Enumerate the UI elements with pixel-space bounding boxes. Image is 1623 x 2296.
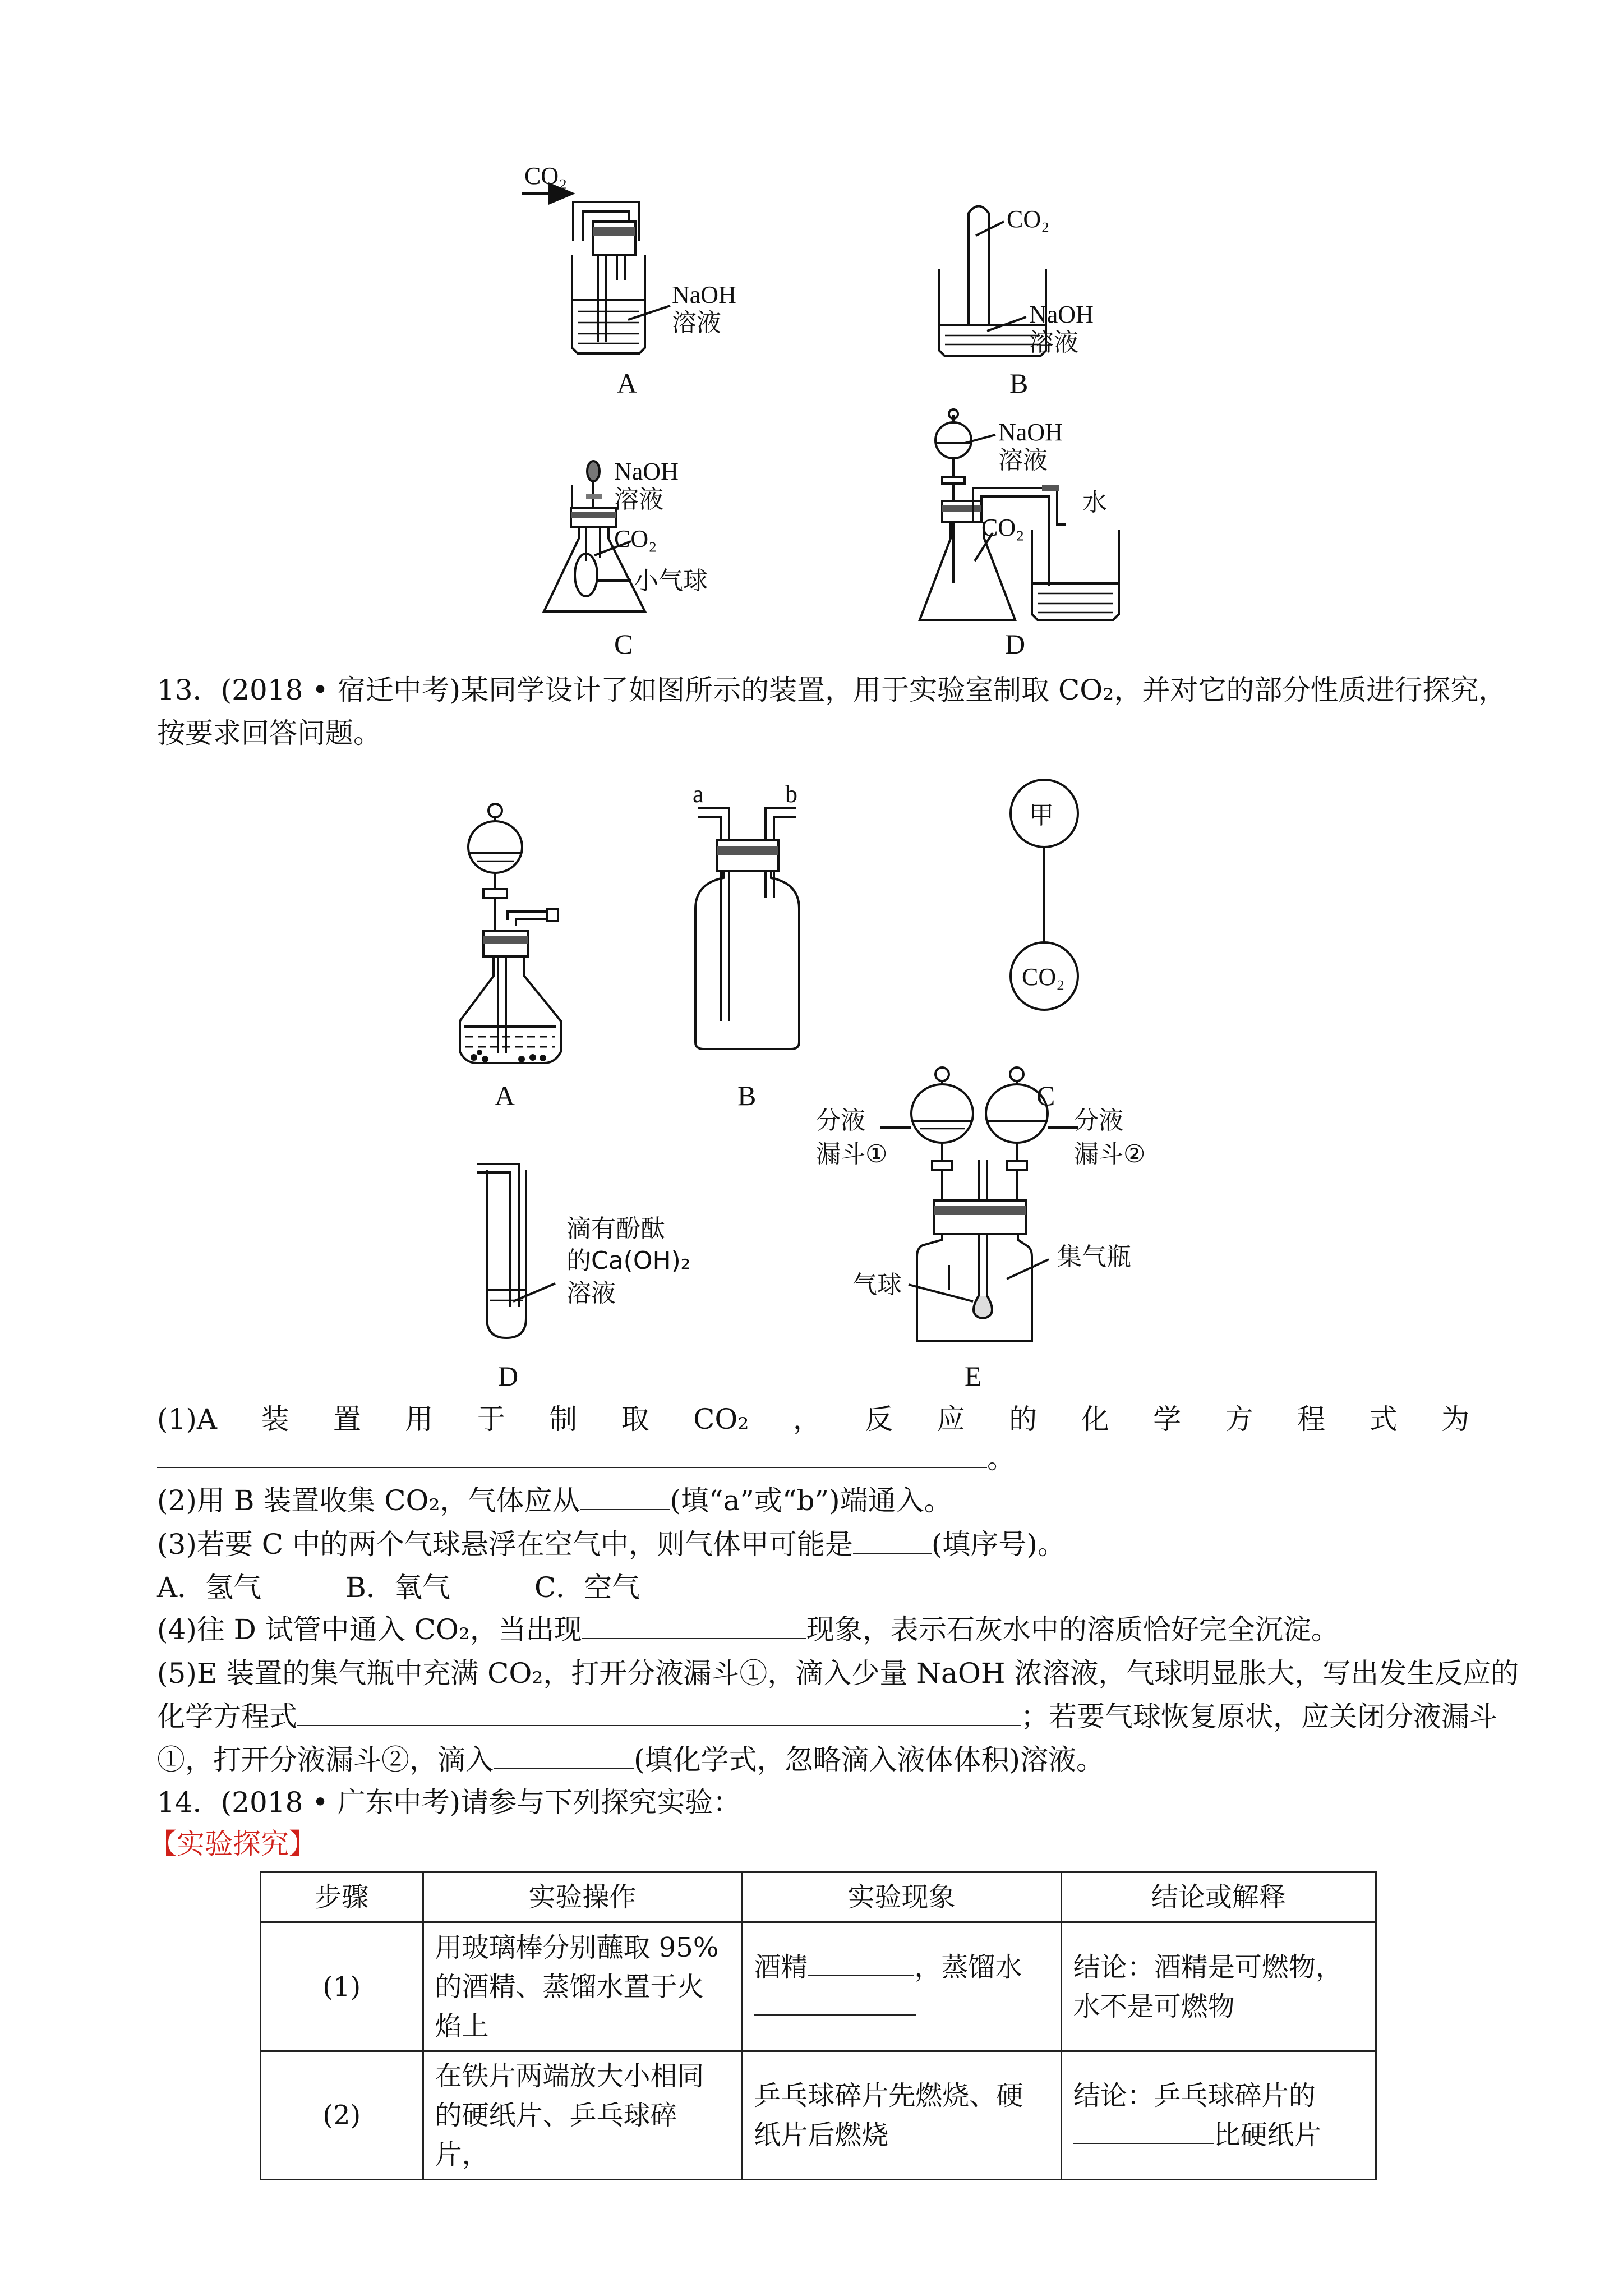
header-conclusion: 结论或解释 [1061,1872,1376,1922]
fig12c-balloon-label: 小气球 [634,567,708,595]
fig13e-balloon-label: 气球 [852,1271,902,1299]
fig12d-caption: D [1005,628,1026,660]
fig13b-port-b: b [785,780,797,808]
q13-part1-word: 为 [1441,1403,1469,1435]
q13-part1-answer-blank[interactable] [157,1441,987,1468]
row2-observation: 乒乓球碎片先燃烧、硬 纸片后燃烧 [742,2051,1061,2180]
q13-part4: (4)往 D 试管中通入 CO₂，当出现 现象，表示石灰水中的溶质恰好完全沉淀。 [157,1613,1339,1646]
q13-part1-line1 [157,1400,1469,1439]
fig13-apparatus-a [460,804,561,1063]
q13-stem-line1: 13．(2018 • 宿迁中考)某同学设计了如图所示的装置，用于实验室制取 CO₂，并对它的部分性质进行探究， [157,674,1507,706]
q13-part1-line2: 。 [157,1439,1015,1478]
fig12a-caption: A [617,367,638,399]
q13-part5-line3: ①，打开分液漏斗②，滴入 (填化学式，忽略滴入液体体积)溶液。 [157,1743,1105,1776]
q13-part1-word: 制 [549,1403,578,1435]
fig12d-water-label: 水 [1082,488,1107,517]
q13-part3: (3)若要 C 中的两个气球悬浮在空气中，则气体甲可能是 (填序号)。 [157,1528,1066,1561]
q13-part1-word: 装 [261,1403,289,1435]
q13-option-c[interactable]: C．空气 [534,1571,640,1604]
fig13e-funnel1-line2: 漏斗① [816,1140,888,1168]
row2-step: (2) [261,2051,423,2180]
q13-part1-word: 学 [1153,1403,1182,1435]
q13-part1-word: 于 [477,1403,505,1435]
q13-part1-word: 置 [333,1403,361,1435]
q13-part1-word: 用 [405,1403,434,1435]
fig13e-funnel2-line2: 漏斗② [1074,1140,1146,1168]
row1-observation: 酒精 ，蒸馏水 [742,1922,1061,2051]
table-header-row [261,1872,1376,1922]
q13-part1-word: (1)A [157,1403,217,1435]
fig12b-solution-label: 溶液 [1029,328,1078,357]
q13-part1-word: 反 [865,1403,893,1435]
fig13b-caption: B [737,1080,757,1111]
fig13b-port-a: a [693,780,704,808]
row1-step: (1) [261,1922,423,2051]
experiment-table [260,1871,1377,2180]
fig13d-label-3: 溶液 [566,1279,616,1308]
q13-stem-line2: 按要求回答问题。 [157,717,381,749]
q14-stem: 14．(2018 • 广东中考)请参与下列探究实验： [157,1786,741,1819]
fig12b-gas-label: CO₂ [1007,205,1050,233]
fig13e-caption: E [965,1360,982,1391]
row2-conclusion: 结论：乒乓球碎片的 比硬纸片 [1061,2051,1376,2180]
q13-part1-word: 方 [1225,1403,1253,1435]
fig12c-solution-label: 溶液 [614,485,663,514]
fig13d-label-1: 滴有酚酞 [566,1214,665,1243]
fig13e-funnel1-line1: 分液 [816,1106,865,1135]
q13-option-b[interactable]: B．氧气 [345,1571,450,1604]
fig12c-gas-label: CO₂ [614,525,657,553]
row1-operation: 用玻璃棒分别蘸取 95% 的酒精、蒸馏水置于火 焰上 [423,1922,742,2051]
fig12c-naoh-label: NaOH [614,458,679,485]
fig13c-bottom-label: CO₂ [1022,963,1065,991]
fig12a-naoh-label: NaOH [672,281,736,309]
q13-option-a[interactable]: A．氢气 [157,1571,262,1604]
q13-part1-word: 应 [937,1403,965,1435]
q13-part4-answer-blank[interactable] [582,1612,806,1639]
row1-conclusion: 结论：酒精是可燃物， 水不是可燃物 [1061,1922,1376,2051]
q13-part5-equation-blank[interactable] [297,1699,1021,1726]
fig13e-funnel2-line1: 分液 [1074,1106,1123,1135]
fig13-labels [495,780,1145,1391]
fig12c-caption: C [614,628,633,660]
q13-part1-word: 的 [1009,1403,1038,1435]
fig13c-top-label: 甲 [1029,801,1054,830]
q13-part2-answer-blank[interactable] [580,1483,670,1510]
fig12b-naoh-label: NaOH [1029,301,1094,328]
fig12a-gas-label: CO₂ [524,162,568,190]
fig12-apparatus-a [522,194,670,353]
q13-part1-word: CO₂ [693,1403,749,1435]
q13-part1-word: 取 [621,1403,649,1435]
table-row [261,1922,1376,2051]
q13-part2: (2)用 B 装置收集 CO₂，气体应从 (填“a”或“b”)端通入。 [157,1484,952,1517]
q13-part1-word: 式 [1369,1403,1398,1435]
q13-part1-word: ， [792,1403,821,1435]
fig12d-gas-label: CO₂ [981,514,1025,541]
row1-water-blank[interactable] [754,1992,916,2016]
q13-part3-answer-blank[interactable] [853,1527,932,1554]
row2-conclusion-blank[interactable] [1073,2120,1214,2144]
q13-part5-line1: (5)E 装置的集气瓶中充满 CO₂，打开分液漏斗①，滴入少量 NaOH 浓溶液，气球明显胀大，写出发生反应的 [157,1657,1519,1690]
header-observation: 实验现象 [742,1872,1061,1922]
q13-part1-word: 化 [1081,1403,1109,1435]
fig13e-bottle-label: 集气瓶 [1057,1243,1131,1271]
q14-section-title: 【实验探究】 [149,1828,317,1860]
header-operation: 实验操作 [423,1872,742,1922]
fig12a-solution-label: 溶液 [672,309,721,337]
q13-part1-word: 程 [1297,1403,1326,1435]
header-step: 步骤 [261,1872,423,1922]
table-row [261,2051,1376,2180]
fig12d-solution-label: 溶液 [998,446,1048,475]
row2-operation: 在铁片两端放大小相同 的硬纸片、乒乓球碎片， [423,2051,742,2180]
fig13d-label-2: 的Ca(OH)₂ [566,1246,691,1275]
fig13-apparatus-d [477,1164,555,1338]
fig13d-caption: D [498,1360,519,1391]
fig12b-caption: B [1009,367,1029,399]
fig12d-naoh-label: NaOH [998,418,1063,446]
q13-part5-line2: 化学方程式 ；若要气球恢复原状，应关闭分液漏斗 [157,1700,1497,1733]
row1-alcohol-blank[interactable] [808,1953,914,1976]
fig13-apparatus-b [695,808,799,1049]
q13-options [157,1568,640,1607]
fig13a-caption: A [495,1080,515,1111]
fig13c-caption: C [1036,1080,1055,1111]
q13-part5-formula-blank[interactable] [494,1742,634,1769]
